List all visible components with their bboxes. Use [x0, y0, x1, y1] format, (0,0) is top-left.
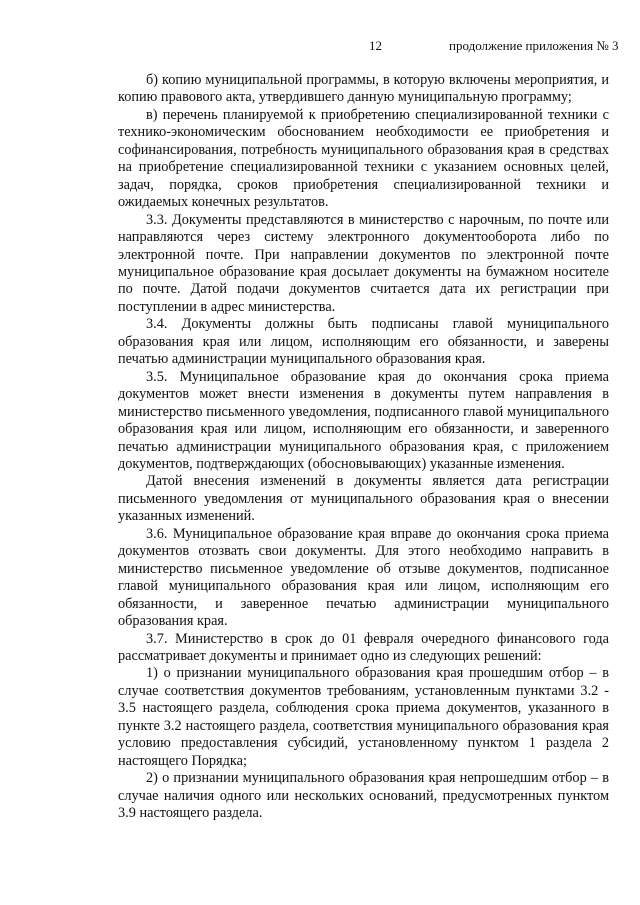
paragraph-3-7-decision-2: 2) о признании муниципального образования края непрошедшим отбор – в случае наличия одного или нескольких оснований, предусмотренных пунктом 3.9 настоящего раздела.: [118, 770, 609, 822]
paragraph-v-equipment-list: в) перечень планируемой к приобретению специализированной техники с технико-экономическим обоснованием необходимости ее приобретения и софинансирования, потребность муниципального образования края в средствах на приобретение специализированной техники с указанием основных целей, задач, порядка, сроков приобретения специализированной техники и ожидаемых конечных результатов.: [118, 106, 609, 211]
paragraph-b-program-copy: б) копию муниципальной программы, в которую включены мероприятия, и копию правового акта, утвердившего данную муниципальную программу;: [118, 72, 609, 106]
paragraph-3-5-changes-date: Датой внесения изменений в документы является дата регистрации письменного уведомления от муниципального образования края о внесении указанных изменений.: [118, 473, 609, 525]
paragraph-3-6: 3.6. Муниципальное образование края вправе до окончания срока приема документов отозвать свои документы. Для этого необходимо направить в министерство письменное уведомление об отзыве документов, подписанное главой муниципального образования края или лицом, исполняющим его обязанности, и заверенное печатью администрации муниципального образования края.: [118, 525, 609, 630]
paragraph-3-7-decision-1: 1) о признании муниципального образования края прошедшим отбор – в случае соответствия документов требованиям, установленным пунктами 3.2 - 3.5 настоящего раздела, соблюдения срока приема документов, указанного в пункте 3.2 настоящего раздела, соответствия муниципального образования края условию предоставления субсидий, установленному пунктом 1 раздела 2 настоящего Порядка;: [118, 665, 609, 769]
appendix-continuation-label: продолжение приложения № 3: [449, 38, 619, 53]
document-body: [118, 72, 609, 822]
page-header: [0, 38, 640, 56]
page-number: 12: [369, 38, 382, 53]
paragraph-3-5: 3.5. Муниципальное образование края до окончания срока приема документов может внести изменения в документы путем направления в министерство письменного уведомления, подписанного главой муниципального образования края или лицом, исполняющим его обязанности, и заверенного печатью администрации муниципального образования края, с приложением документов, подтверждающих (обосновывающих) указанные изменения.: [118, 368, 609, 472]
paragraph-3-4: 3.4. Документы должны быть подписаны главой муниципального образования края или лицом, исполняющим его обязанности, и заверены печатью администрации муниципального образования края.: [118, 316, 609, 368]
paragraph-3-7: 3.7. Министерство в срок до 01 февраля очередного финансового года рассматривает документы и принимает одно из следующих решений:: [118, 630, 609, 664]
paragraph-3-3: 3.3. Документы представляются в министерство с нарочным, по почте или направляются через систему электронного документооборота либо по электронной почте. При направлении документов по электронной почте муниципальное образование края досылает документы на бумажном носителе по почте. Датой подачи документов считается дата их регистрации при поступлении в адрес министерства.: [118, 211, 609, 315]
